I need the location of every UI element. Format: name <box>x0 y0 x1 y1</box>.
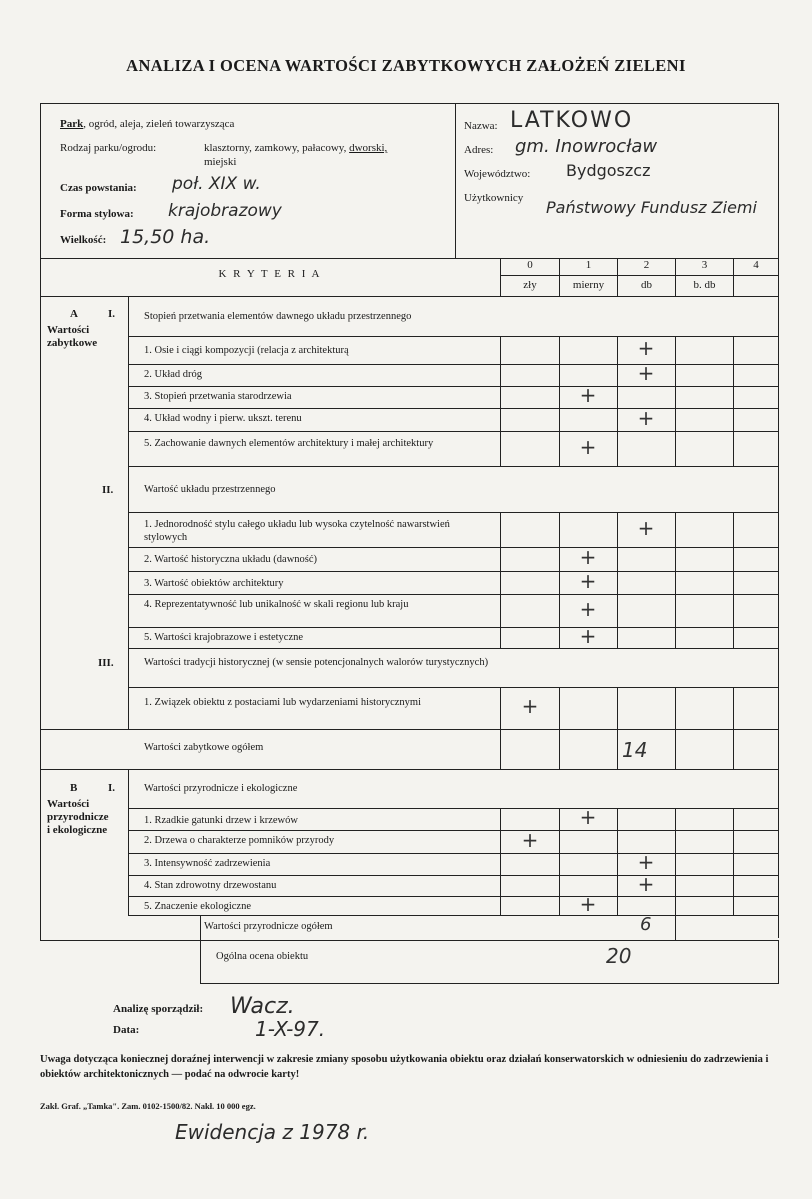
score-col-divider <box>500 512 501 547</box>
section-a-letter: A <box>70 308 78 320</box>
section-a-roman-iii: III. <box>98 657 114 669</box>
score-col-divider <box>559 336 560 364</box>
score-label-bdb: b. db <box>693 279 716 291</box>
score-2: 2 <box>643 259 650 271</box>
section-a-end <box>40 729 128 730</box>
row-divider <box>128 512 779 513</box>
score-col-divider <box>733 336 734 364</box>
frame-bottom-left <box>40 940 200 941</box>
score-mark: + <box>637 405 655 430</box>
hcol-4 <box>733 258 734 296</box>
score-mark: + <box>637 871 655 896</box>
score-col-divider <box>675 808 676 830</box>
score-col-divider <box>733 571 734 594</box>
score-col-divider <box>617 571 618 594</box>
score-mark: + <box>579 805 597 829</box>
criterion-label: 5. Znaczenie ekologiczne <box>144 901 251 912</box>
row-divider <box>128 729 779 730</box>
score-col-divider <box>675 594 676 627</box>
score-col-divider <box>500 386 501 408</box>
uzytkownicy-label: Użytkownicy <box>464 192 524 204</box>
header-split <box>500 275 779 276</box>
score-col-divider <box>675 571 676 594</box>
criteria-group-title: Wartość układu przestrzennego <box>144 484 276 495</box>
score-col-divider <box>675 408 676 431</box>
score-mark: + <box>579 383 597 407</box>
score-col-divider <box>617 547 618 571</box>
criterion-label: 4. Układ wodny i pierw. ukszt. terenu <box>144 413 302 424</box>
score-col-divider <box>617 431 618 466</box>
forma-label: Forma stylowa: <box>60 208 134 220</box>
score-label-db: db <box>641 279 652 291</box>
frame-top <box>40 103 779 104</box>
score-col-divider <box>733 408 734 431</box>
score-col-divider <box>733 364 734 386</box>
row-divider <box>128 830 779 831</box>
score-col-divider <box>733 896 734 915</box>
score-col-divider <box>675 547 676 571</box>
score-mark: + <box>637 336 655 360</box>
score-col-divider <box>617 627 618 648</box>
score-1: 1 <box>585 259 592 271</box>
section-b-letter: B <box>70 782 78 794</box>
rodzaj-options-2: miejski <box>204 156 237 168</box>
nazwa-label: Nazwa: <box>464 120 498 132</box>
score-mark: + <box>521 827 539 852</box>
wielkosc-value: 15,50 ha. <box>120 226 211 248</box>
score-label-mierny: mierny <box>572 279 605 291</box>
criterion-label: 4. Reprezentatywność lub unikalność w skali regionu lub kraju <box>144 599 409 610</box>
row-divider <box>128 466 779 467</box>
przyrodnicze-total-top <box>128 915 779 916</box>
score-col-divider <box>675 687 676 729</box>
section-a-roman: I. <box>108 308 116 320</box>
criterion-label: 1. Rzadkie gatunki drzew i krzewów <box>144 815 298 826</box>
score-col-divider <box>617 687 618 729</box>
page-title: ANALIZA I OCENA WARTOŚCI ZABYTKOWYCH ZAŁOŻEŃ ZIELENI <box>126 56 686 75</box>
score-col-divider <box>675 336 676 364</box>
row-divider <box>128 687 779 688</box>
criterion-label: 5. Zachowanie dawnych elementów architektury i małej architektury <box>144 438 434 449</box>
wielkosc-label: Wielkość: <box>60 234 107 246</box>
score-4: 4 <box>753 259 759 271</box>
ewidencja-note: Ewidencja z 1978 r. <box>175 1120 370 1144</box>
row-divider <box>128 594 779 595</box>
criterion-label: 3. Wartość obiektów architektury <box>144 578 284 589</box>
rodzaj-options: klasztorny, zamkowy, pałacowy, dworski, <box>204 142 388 154</box>
criterion-label: 1. Osie i ciągi kompozycji (relacja z architekturą <box>144 345 349 356</box>
score-col-divider <box>500 875 501 896</box>
zabytkowe-total-label: Wartości zabytkowe ogółem <box>144 742 264 753</box>
row-divider <box>128 571 779 572</box>
rodzaj-selected: dworski, <box>349 142 388 154</box>
data-value: 1-X-97. <box>255 1017 326 1041</box>
row-divider <box>128 336 779 337</box>
przyrodnicze-total-label: Wartości przyrodnicze ogółem <box>204 921 333 932</box>
score-3: 3 <box>701 259 708 271</box>
criterion-label: 2. Wartość historyczna układu (dawność) <box>144 554 318 565</box>
ogolna-value: 20 <box>606 944 632 968</box>
row-divider <box>40 769 779 770</box>
score-col-divider <box>675 853 676 875</box>
criterion-label: 1. Związek obiektu z postaciami lub wydarzeniami historycznymi <box>144 697 421 708</box>
section-a-name: Wartości zabytkowe <box>47 324 98 349</box>
print-info: Zakł. Graf. „Tamka". Zam. 0102-1500/82. Nakł. 10 000 egz. <box>40 1101 256 1111</box>
score-mark: + <box>637 361 655 385</box>
score-col-divider <box>733 386 734 408</box>
row-divider <box>128 853 779 854</box>
score-col-divider <box>559 512 560 547</box>
score-col-divider <box>675 431 676 466</box>
score-col-divider <box>559 408 560 431</box>
score-col-divider <box>500 364 501 386</box>
section-b-roman: I. <box>108 782 116 794</box>
score-0: 0 <box>527 259 533 271</box>
score-col-divider <box>675 512 676 547</box>
zabytkowe-total-value: 14 <box>622 738 648 762</box>
kryteria-header: K R Y T E R I A <box>218 268 322 280</box>
frame-left <box>40 103 41 941</box>
score-col-divider <box>500 408 501 431</box>
score-col-divider <box>559 729 560 769</box>
row-divider <box>128 547 779 548</box>
score-col-divider <box>675 364 676 386</box>
score-col-divider <box>617 594 618 627</box>
criterion-label: 5. Wartości krajobrazowe i estetyczne <box>144 632 304 643</box>
score-label-zly: zły <box>523 279 537 291</box>
score-col-divider <box>500 431 501 466</box>
criteria-group-title: Wartości przyrodnicze i ekologiczne <box>144 783 298 794</box>
forma-value: krajobrazowy <box>168 201 282 221</box>
park-type-line <box>60 118 234 130</box>
criterion-label: 3. Stopień przetwania starodrzewia <box>144 391 292 402</box>
criterion-label: 2. Drzewa o charakterze pomników przyrody <box>144 835 335 846</box>
row-divider <box>128 431 779 432</box>
row-divider <box>128 648 779 649</box>
criterion-label: 4. Stan zdrowotny drzewostanu <box>144 880 277 891</box>
info-divider <box>455 103 456 258</box>
row-divider <box>128 627 779 628</box>
hcol-1 <box>559 258 560 296</box>
row-divider <box>128 386 779 387</box>
ogolna-right <box>778 940 779 983</box>
score-mark: + <box>637 850 655 874</box>
score-col-divider <box>675 627 676 648</box>
criterion-label: 2. Układ dróg <box>144 369 203 380</box>
score-col-divider <box>733 431 734 466</box>
adres-label: Adres: <box>464 144 494 156</box>
criterion-label: 3. Intensywność zadrzewienia <box>144 858 271 869</box>
score-col-divider <box>500 547 501 571</box>
score-col-divider <box>500 627 501 648</box>
score-col-divider <box>500 729 501 769</box>
section-b-name: Wartości przyrodnicze i ekologiczne <box>47 798 109 836</box>
ogolna-left <box>200 915 201 983</box>
score-col-divider <box>500 896 501 915</box>
analize-signature: Wacz. <box>230 994 295 1019</box>
ogolna-label: Ogólna ocena obiektu <box>216 951 309 962</box>
section-a-roman-ii: II. <box>102 484 114 496</box>
park-type-selected: Park <box>60 118 84 130</box>
przyrodnicze-total-divider <box>675 915 676 941</box>
score-mark: + <box>579 596 597 621</box>
score-col-divider <box>733 547 734 571</box>
score-col-divider <box>675 729 676 769</box>
score-mark: + <box>579 568 597 593</box>
score-col-divider <box>675 386 676 408</box>
criteria-group-title: Stopień przetwania elementów dawnego układu przestrzennego <box>144 311 412 322</box>
analize-label: Analizę sporządził: <box>113 1003 204 1015</box>
row-divider <box>128 875 779 876</box>
uzytkownicy-value: Państwowy Fundusz Ziemi <box>546 198 757 217</box>
score-col-divider <box>733 830 734 853</box>
score-col-divider <box>733 594 734 627</box>
ogolna-bottom <box>200 983 779 984</box>
score-col-divider <box>675 830 676 853</box>
wojewodztwo-label: Województwo: <box>464 168 531 180</box>
score-col-divider <box>617 729 618 769</box>
frame-right <box>778 103 779 938</box>
row-divider <box>128 364 779 365</box>
score-mark: + <box>579 545 597 569</box>
score-col-divider <box>617 896 618 915</box>
czas-value: poł. XIX w. <box>172 174 261 194</box>
score-col-divider <box>733 512 734 547</box>
przyrodnicze-total-value: 6 <box>640 914 652 935</box>
header-bottom <box>40 296 779 297</box>
wojewodztwo-value: Bydgoszcz <box>566 161 651 180</box>
hcol-0 <box>500 258 501 296</box>
adres-value: gm. Inowrocław <box>515 136 658 157</box>
crit-col-left-b <box>128 769 129 915</box>
score-col-divider <box>500 594 501 627</box>
score-col-divider <box>559 853 560 875</box>
score-mark: + <box>637 515 655 540</box>
row-divider <box>128 408 779 409</box>
score-col-divider <box>559 687 560 729</box>
score-mark: + <box>579 891 597 916</box>
score-mark: + <box>579 434 597 459</box>
rodzaj-label: Rodzaj parku/ogrodu: <box>60 142 157 154</box>
row-divider <box>128 808 779 809</box>
score-col-divider <box>733 687 734 729</box>
hcol-3 <box>675 258 676 296</box>
czas-label: Czas powstania: <box>60 182 137 194</box>
hcol-2 <box>617 258 618 296</box>
uwaga-note: Uwaga dotycząca koniecznej doraźnej interwencji w zakresie zmiany sposobu użytkowania obiektu oraz działań konserwatorskich w odniesieniu do zadrzewienia i obiektów architektonicznych — podać na odwrocie karty! <box>40 1054 769 1080</box>
score-mark: + <box>521 694 539 718</box>
criteria-group-title: Wartości tradycji historycznej (w sensie potencjonalnych walorów turystycznych) <box>144 657 489 668</box>
park-type-rest: , ogród, aleja, zieleń towarzysząca <box>83 118 235 130</box>
score-mark: + <box>579 623 597 648</box>
score-col-divider <box>617 808 618 830</box>
score-col-divider <box>500 571 501 594</box>
score-col-divider <box>733 627 734 648</box>
score-col-divider <box>733 853 734 875</box>
score-col-divider <box>500 853 501 875</box>
score-col-divider <box>733 875 734 896</box>
score-col-divider <box>500 336 501 364</box>
criterion-label: 1. Jednorodność stylu całego układu lub wysoka czytelność nawarstwień stylowych <box>144 519 450 543</box>
row-divider <box>128 896 779 897</box>
score-col-divider <box>559 830 560 853</box>
score-col-divider <box>733 808 734 830</box>
score-col-divider <box>675 875 676 896</box>
data-label: Data: <box>113 1024 140 1036</box>
nazwa-value: LATKOWO <box>510 108 634 133</box>
score-col-divider <box>675 896 676 915</box>
score-col-divider <box>733 729 734 769</box>
przyrodnicze-total-bottom <box>200 940 779 941</box>
